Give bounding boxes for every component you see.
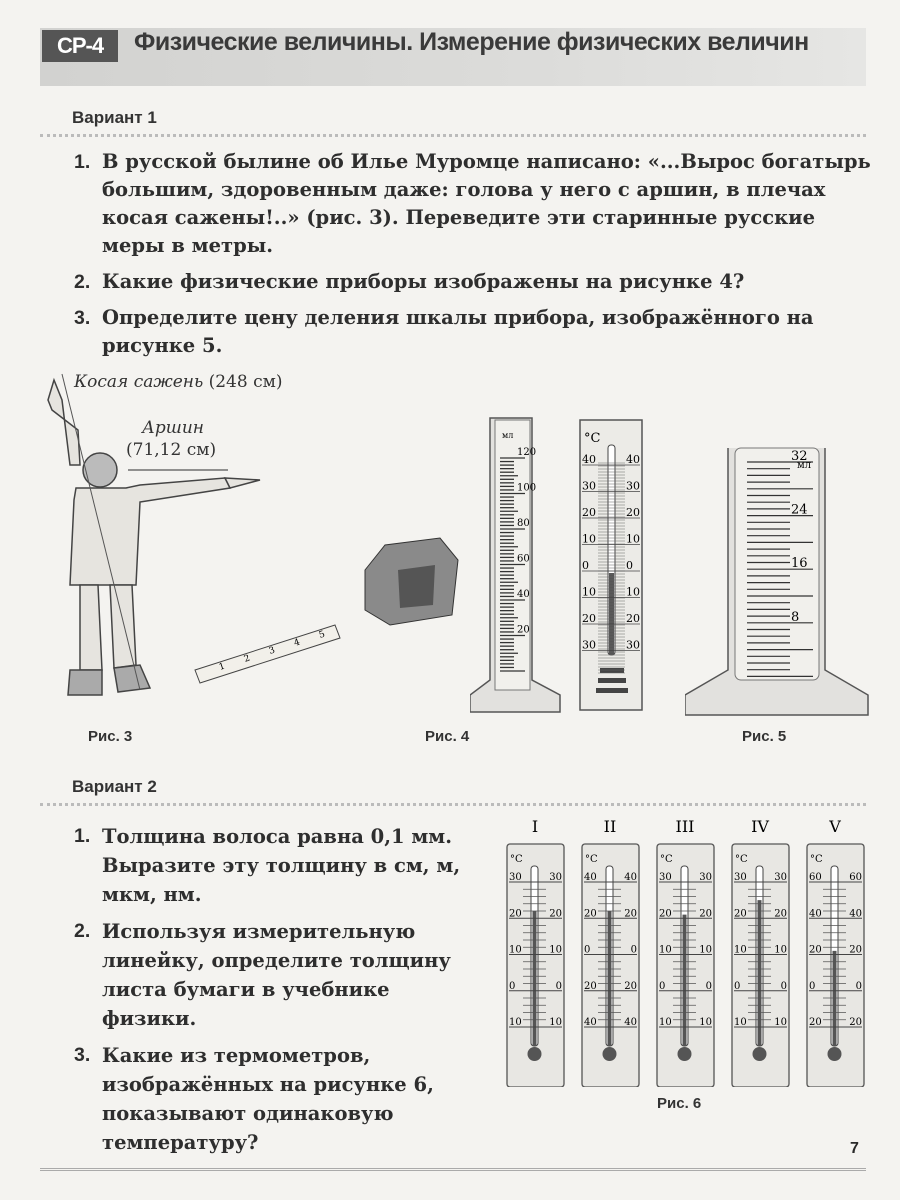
question-text: Какие из термометров, изображённых на рисунке 6, показывают одинаковую температуру? bbox=[102, 1044, 434, 1154]
scale-label-right: 30 bbox=[626, 479, 640, 493]
scale-label-left: 20 bbox=[582, 506, 596, 519]
divider bbox=[40, 134, 866, 137]
scale-label-left: 20 bbox=[582, 612, 596, 625]
scale-label-right: 20 bbox=[774, 908, 787, 920]
scale-label-left: 10 bbox=[734, 944, 747, 956]
tape-mark: 1 bbox=[217, 661, 227, 673]
scale-label-right: 40 bbox=[849, 908, 862, 920]
scale-label-right: 20 bbox=[549, 908, 562, 920]
thermometer-IV bbox=[732, 817, 789, 1087]
question-number: 2. bbox=[74, 271, 91, 293]
scale-label: 120 bbox=[517, 447, 537, 458]
scale-label-right: 30 bbox=[549, 872, 562, 883]
thermometer-liquid bbox=[833, 951, 837, 1046]
sazhen-name: Косая сажень bbox=[74, 372, 204, 392]
thermometer-numeral: V bbox=[829, 817, 841, 836]
thermometer-bulb bbox=[528, 1047, 542, 1061]
scale-label-right: 20 bbox=[624, 980, 637, 992]
unit-label: °C bbox=[660, 854, 673, 865]
scale-label-right: 20 bbox=[849, 1017, 862, 1028]
figure-3-caption: Рис. 3 bbox=[88, 728, 133, 745]
question-2 bbox=[74, 268, 874, 296]
scale-label-left: 20 bbox=[584, 908, 597, 920]
scale-label-right: 10 bbox=[699, 1017, 712, 1028]
thermometer-bulb bbox=[603, 1047, 617, 1061]
scale-label-right: 40 bbox=[626, 453, 640, 466]
scale-label: 20 bbox=[517, 624, 530, 636]
page-number: 7 bbox=[850, 1140, 859, 1157]
scale-label-right: 10 bbox=[549, 944, 562, 956]
thermometer-unit: °C bbox=[584, 431, 601, 446]
tape-measure bbox=[195, 538, 458, 683]
figure-5-caption: Рис. 5 bbox=[742, 728, 787, 745]
scale-label: 32 bbox=[791, 449, 808, 464]
scale-label-left: 30 bbox=[582, 479, 596, 493]
scale-label-right: 10 bbox=[774, 1017, 787, 1028]
thermometer-liquid bbox=[608, 911, 612, 1046]
scale-label: 40 bbox=[517, 589, 530, 600]
scale-label-right: 20 bbox=[849, 944, 862, 956]
measuring-cylinder bbox=[470, 418, 560, 712]
scale-label-right: 20 bbox=[699, 908, 712, 920]
thermometer-V bbox=[807, 817, 864, 1087]
thermometer-III bbox=[657, 817, 714, 1087]
question-text: Толщина волоса равна 0,1 мм. Выразите эту толщину в см, м, мкм, нм. bbox=[102, 825, 461, 906]
tape-mark: 3 bbox=[267, 645, 277, 657]
sazhen-value: (248 см) bbox=[208, 372, 283, 392]
scale-label-left: 20 bbox=[809, 944, 822, 956]
scale-label-right: 0 bbox=[780, 980, 787, 992]
scale-label-left: 30 bbox=[734, 872, 747, 883]
scale-label-right: 20 bbox=[626, 506, 640, 519]
figure-4-caption: Рис. 4 bbox=[425, 728, 470, 745]
scale-label-right: 30 bbox=[626, 638, 640, 652]
thermometer-numeral: IV bbox=[751, 817, 769, 836]
thermometer-bulb bbox=[753, 1047, 767, 1061]
scale-label-right: 0 bbox=[855, 980, 862, 992]
scale-label-right: 0 bbox=[555, 980, 562, 992]
scale-label-left: 60 bbox=[809, 872, 822, 883]
scale-label-right: 30 bbox=[774, 872, 787, 883]
unit-label: °C bbox=[735, 854, 748, 865]
thermometer-liquid bbox=[533, 911, 537, 1046]
question-3 bbox=[74, 304, 874, 360]
variant1-questions bbox=[74, 148, 874, 368]
scale-label-left: 10 bbox=[509, 1017, 522, 1028]
question-text: Какие физические приборы изображены на рисунке 4? bbox=[102, 270, 745, 293]
variant2-questions bbox=[74, 822, 484, 1165]
question-number: 1. bbox=[74, 151, 91, 173]
thermometer-numeral: III bbox=[675, 817, 695, 836]
question-number: 3. bbox=[74, 307, 91, 329]
scale-label-right: 10 bbox=[626, 532, 640, 546]
divider bbox=[40, 803, 866, 806]
figure-5-illustration bbox=[685, 440, 870, 720]
thermometer-liquid bbox=[758, 900, 762, 1046]
scale-label-right: 40 bbox=[624, 1017, 637, 1028]
footer-rule bbox=[40, 1168, 866, 1171]
question-2 bbox=[74, 917, 484, 1033]
scale-label-left: 20 bbox=[734, 908, 747, 920]
section-badge: СР-4 bbox=[42, 30, 118, 62]
scale-label-left: 10 bbox=[582, 532, 596, 546]
arshin-label: Аршин bbox=[142, 418, 205, 438]
scale-label-left: 30 bbox=[509, 872, 522, 883]
scale-label-left: 10 bbox=[659, 944, 672, 956]
question-3 bbox=[74, 1041, 484, 1157]
scale-label: 8 bbox=[791, 609, 800, 625]
scale-label-left: 40 bbox=[584, 872, 597, 883]
arshin-value: (71,12 см) bbox=[126, 440, 217, 460]
scale-label: 24 bbox=[791, 502, 808, 518]
scale-label-right: 10 bbox=[699, 944, 712, 956]
scale-label-left: 30 bbox=[659, 872, 672, 883]
scale-label-left: 10 bbox=[509, 944, 522, 956]
thermometer-numeral: I bbox=[531, 817, 539, 836]
question-number: 3. bbox=[74, 1044, 91, 1066]
scale-label-left: 20 bbox=[509, 908, 522, 920]
scale-label-left: 20 bbox=[584, 980, 597, 992]
scale-label-right: 20 bbox=[626, 612, 640, 625]
thermometer-II bbox=[582, 817, 639, 1087]
scale-label-left: 30 bbox=[582, 638, 596, 652]
tape-mark: 2 bbox=[242, 653, 252, 665]
scale-label-right: 10 bbox=[549, 1017, 562, 1028]
scale-label-right: 60 bbox=[849, 872, 862, 883]
scale-label-left: 0 bbox=[582, 559, 589, 572]
figure-6-illustration bbox=[495, 812, 880, 1087]
thermometer-liquid bbox=[683, 915, 687, 1046]
scale-label-right: 30 bbox=[699, 872, 712, 883]
thermometer-bulb bbox=[678, 1047, 692, 1061]
scale-label-left: 20 bbox=[659, 908, 672, 920]
scale-label-right: 0 bbox=[705, 980, 712, 992]
scale-label: 80 bbox=[517, 518, 530, 529]
scale-label-right: 0 bbox=[630, 944, 637, 956]
scale-label-left: 10 bbox=[582, 585, 596, 599]
figure-6-caption: Рис. 6 bbox=[657, 1095, 702, 1112]
scale-label-left: 10 bbox=[659, 1017, 672, 1028]
scale-label-left: 0 bbox=[659, 980, 666, 992]
question-number: 1. bbox=[74, 825, 91, 847]
scale-label-left: 10 bbox=[734, 1017, 747, 1028]
unit-label: °C bbox=[585, 854, 598, 865]
scale-label-right: 40 bbox=[624, 872, 637, 883]
thermometer-numeral: II bbox=[603, 817, 617, 836]
cylinder-unit: мл bbox=[797, 460, 812, 471]
thermometer-bulb bbox=[828, 1047, 842, 1061]
scale-label-right: 10 bbox=[626, 585, 640, 599]
question-1 bbox=[74, 822, 484, 909]
thermometer bbox=[580, 420, 642, 710]
scale-label-left: 40 bbox=[809, 908, 822, 920]
question-1 bbox=[74, 148, 874, 260]
variant1-heading: Вариант 1 bbox=[72, 108, 157, 127]
question-number: 2. bbox=[74, 920, 91, 942]
tape-mark: 5 bbox=[317, 629, 327, 641]
scale-label: 100 bbox=[517, 482, 537, 494]
scale-label-left: 0 bbox=[734, 980, 741, 992]
thermometer-I bbox=[507, 817, 564, 1087]
scale-label-left: 0 bbox=[509, 980, 516, 992]
cylinder-unit: мл bbox=[502, 431, 514, 440]
scale-label-right: 0 bbox=[626, 559, 633, 572]
man-figure bbox=[48, 380, 260, 695]
scale-label-right: 10 bbox=[774, 944, 787, 956]
question-text: В русской былине об Илье Муромце написано: «...Вырос богатырь большим, здоровенным даже: голова у него с аршин, в плечах косая сажены!..» (рис. 3). Переведите эти старинные русские меры в метры. bbox=[102, 150, 871, 257]
figure-3-illustration bbox=[40, 370, 490, 710]
scale-label-left: 40 bbox=[584, 1017, 597, 1028]
question-text: Определите цену деления шкалы прибора, изображённого на рисунке 5. bbox=[102, 306, 814, 357]
scale-label-left: 0 bbox=[584, 944, 591, 956]
question-text: Используя измерительную линейку, определите толщину листа бумаги в учебнике физики. bbox=[102, 920, 451, 1030]
page-title: Физические величины. Измерение физических величин bbox=[134, 28, 809, 56]
scale-label: 16 bbox=[791, 556, 808, 572]
scale-label-right: 20 bbox=[624, 908, 637, 920]
figure-4-illustration bbox=[470, 410, 670, 720]
unit-label: °C bbox=[510, 854, 523, 865]
variant2-heading: Вариант 2 bbox=[72, 777, 157, 796]
scale-label-left: 0 bbox=[809, 980, 816, 992]
unit-label: °C bbox=[810, 854, 823, 865]
scale-label: 60 bbox=[517, 553, 530, 565]
scale-label-left: 20 bbox=[809, 1017, 822, 1028]
tape-mark: 4 bbox=[292, 637, 302, 649]
scale-label-left: 40 bbox=[582, 453, 596, 466]
